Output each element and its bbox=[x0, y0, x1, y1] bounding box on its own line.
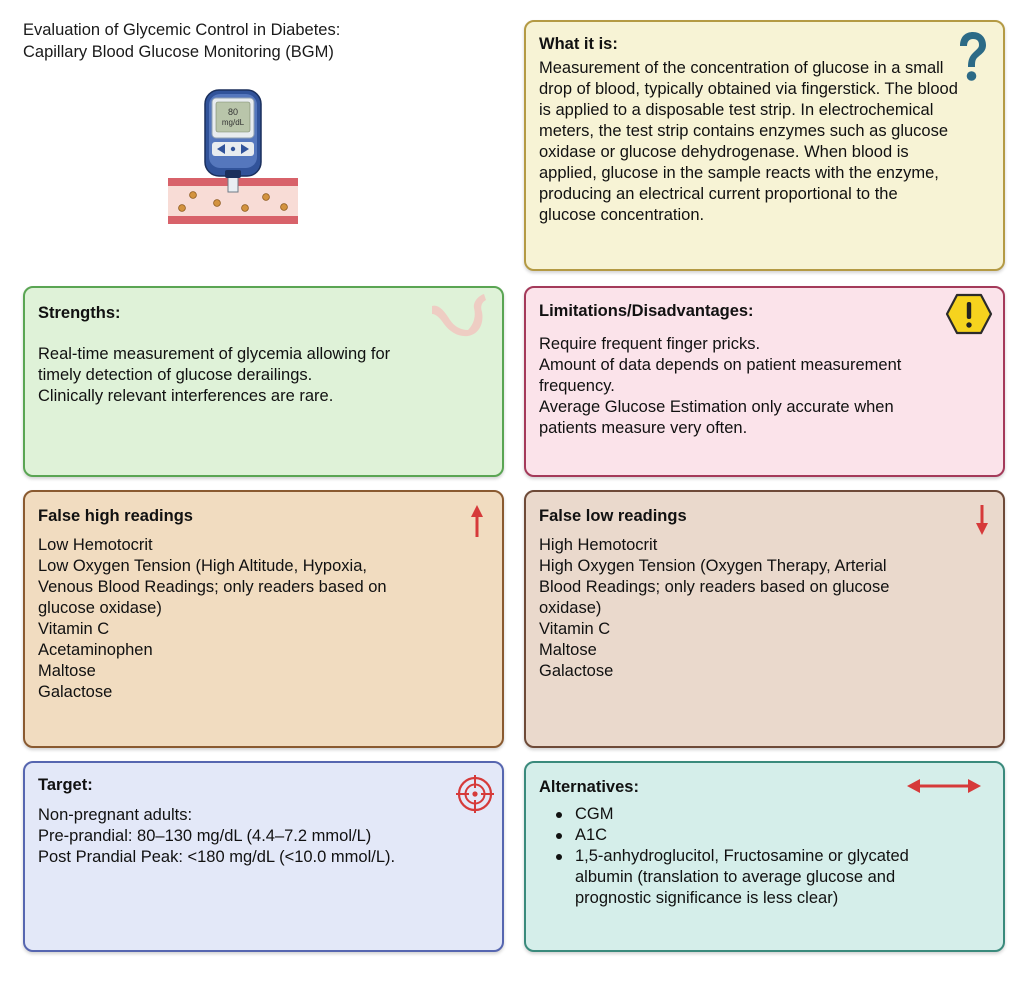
false-low-card bbox=[524, 490, 1005, 748]
false-high-line: Low Oxygen Tension (High Altitude, Hypoxia, bbox=[38, 557, 367, 575]
strengths-line: timely detection of glucose derailings. bbox=[38, 366, 313, 384]
false-low-line: High Hemotocrit bbox=[539, 536, 658, 554]
false-high-line: Vitamin C bbox=[38, 620, 110, 638]
false-high-card bbox=[23, 490, 504, 748]
list-item bbox=[539, 825, 990, 846]
alternatives-card bbox=[524, 761, 1005, 952]
false-low-list bbox=[539, 535, 990, 682]
alternatives-line: 1,5-anhydroglucitol, Fructosamine or glycated bbox=[575, 847, 909, 865]
target-line: Post Prandial Peak: <180 mg/dL (<10.0 mmol/L). bbox=[38, 848, 396, 866]
alternatives-line: albumin (translation to average glucose and bbox=[575, 868, 896, 886]
false-high-line: Acetaminophen bbox=[38, 641, 153, 659]
false-low-line: Galactose bbox=[539, 662, 614, 680]
target-line: Pre-prandial: 80–130 mg/dL (4.4–7.2 mmol/L) bbox=[38, 827, 372, 845]
false-high-line: Low Hemotocrit bbox=[38, 536, 153, 554]
title-line-2: Capillary Blood Glucose Monitoring (BGM) bbox=[23, 43, 334, 61]
limitations-line: frequency. bbox=[539, 377, 615, 395]
false-low-line: Blood Readings; only readers based on glucose bbox=[539, 578, 890, 596]
what-it-is-heading: What it is: bbox=[539, 35, 618, 53]
alternatives-line: A1C bbox=[575, 826, 608, 844]
strengths-heading: Strengths: bbox=[38, 304, 121, 322]
warning-hexagon-icon bbox=[945, 293, 993, 335]
false-low-line: oxidase) bbox=[539, 599, 602, 617]
arrow-up-icon bbox=[470, 504, 484, 540]
false-high-line: Venous Blood Readings; only readers based on bbox=[38, 578, 387, 596]
flexed-arm-icon bbox=[430, 290, 488, 338]
crosshair-target-icon bbox=[455, 774, 495, 814]
what-it-is-text: Measurement of the concentration of glucose in a small drop of blood, typically obtained via fingerstick. The blood is applied to a disposable test strip. In electrochemical meters, the test strip contains enzymes such as glucose oxidase or glucose dehydrogenase. When blood is applied, glucose in the sample reacts with the enzyme, producing an electrical current proportional to the glucose concentration. bbox=[539, 59, 958, 224]
false-low-heading: False low readings bbox=[539, 507, 687, 525]
list-item bbox=[539, 846, 990, 909]
strengths-card bbox=[23, 286, 504, 477]
limitations-card bbox=[524, 286, 1005, 477]
limitations-heading: Limitations/Disadvantages: bbox=[539, 302, 754, 320]
limitations-line: Average Glucose Estimation only accurate when bbox=[539, 398, 894, 416]
false-high-heading: False high readings bbox=[38, 507, 193, 525]
false-low-line: Maltose bbox=[539, 641, 597, 659]
alternatives-list bbox=[539, 804, 990, 909]
false-high-line: Maltose bbox=[38, 662, 96, 680]
title-line-1: Evaluation of Glycemic Control in Diabetes: bbox=[23, 21, 341, 39]
glucose-meter-icon bbox=[160, 86, 310, 236]
false-high-list bbox=[38, 535, 489, 703]
meter-reading-unit: mg/dL bbox=[221, 118, 245, 127]
alternatives-line: CGM bbox=[575, 805, 614, 823]
strengths-list bbox=[38, 344, 489, 407]
list-item bbox=[539, 804, 990, 825]
false-low-line: Vitamin C bbox=[539, 620, 611, 638]
target-line: Non-pregnant adults: bbox=[38, 806, 193, 824]
limitations-list bbox=[539, 334, 990, 439]
target-list bbox=[38, 805, 489, 868]
question-mark-icon bbox=[955, 30, 989, 86]
false-high-line: glucose oxidase) bbox=[38, 599, 162, 617]
strengths-line: Clinically relevant interferences are rare. bbox=[38, 387, 334, 405]
double-arrow-icon bbox=[907, 777, 981, 795]
limitations-line: Amount of data depends on patient measurement bbox=[539, 356, 902, 374]
strengths-line: Real-time measurement of glycemia allowing for bbox=[38, 345, 391, 363]
limitations-line: patients measure very often. bbox=[539, 419, 748, 437]
alternatives-line: prognostic significance is less clear) bbox=[575, 889, 839, 907]
meter-reading-value: 80 bbox=[227, 107, 239, 117]
alternatives-heading: Alternatives: bbox=[539, 778, 639, 796]
target-card bbox=[23, 761, 504, 952]
limitations-line: Require frequent finger pricks. bbox=[539, 335, 761, 353]
page-title bbox=[23, 19, 493, 63]
what-it-is-card bbox=[524, 20, 1005, 271]
arrow-down-icon bbox=[975, 504, 989, 536]
false-low-line: High Oxygen Tension (Oxygen Therapy, Arterial bbox=[539, 557, 887, 575]
false-high-line: Galactose bbox=[38, 683, 113, 701]
target-heading: Target: bbox=[38, 776, 93, 794]
